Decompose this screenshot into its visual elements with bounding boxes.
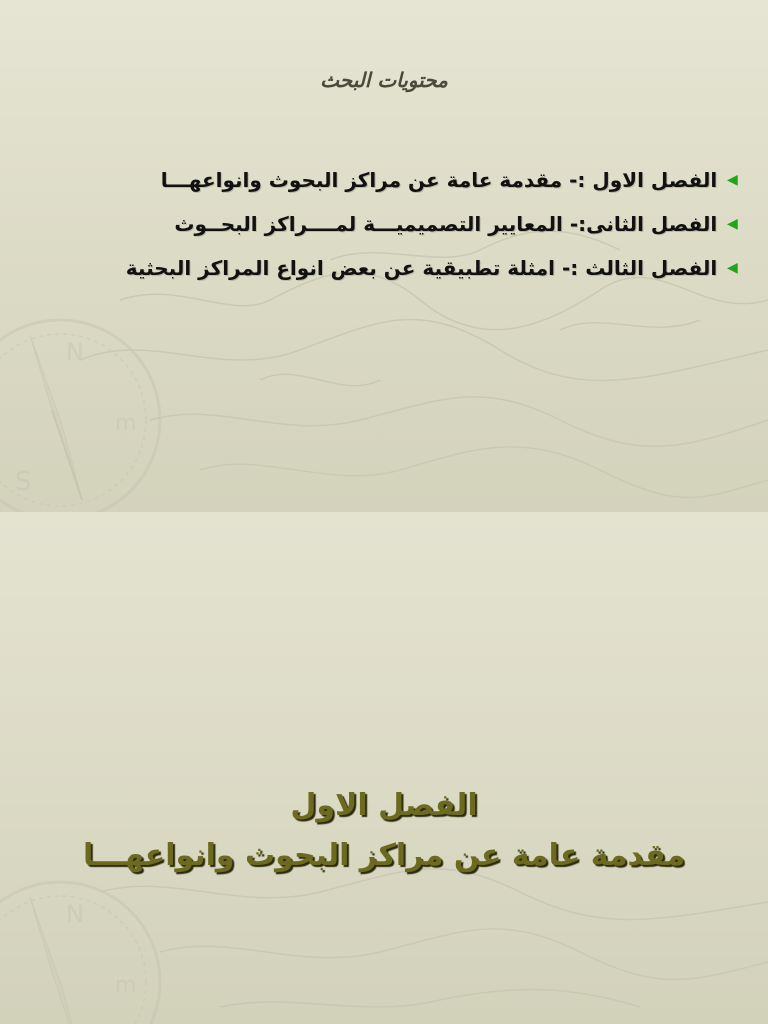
slide-title: محتويات البحث	[320, 68, 448, 92]
list-item	[98, 246, 738, 290]
chapter-3-entry: الفصل الثالث :- امثلة تطبيقية عن بعض انواع المراكز البحثية	[125, 256, 718, 280]
svg-text:N: N	[66, 338, 84, 366]
triangle-bullet-icon: ▶	[727, 172, 738, 188]
compass-icon	[0, 320, 160, 512]
map-compass-background	[0, 512, 768, 1024]
chapter-1-entry: الفصل الاول :- مقدمة عامة عن مراكز البحوث وانواعهـــا	[160, 168, 718, 192]
contents-list	[98, 158, 738, 290]
list-item	[98, 202, 738, 246]
svg-text:m: m	[115, 411, 137, 436]
triangle-bullet-icon: ▶	[727, 216, 738, 232]
triangle-bullet-icon: ▶	[727, 260, 738, 276]
list-item	[98, 158, 738, 202]
compass-icon	[0, 882, 160, 1024]
chapter-2-entry: الفصل الثانى:- المعايير التصميميـــة لمــــراكز البحــوث	[174, 212, 718, 236]
svg-text:N: N	[66, 900, 84, 928]
svg-text:S: S	[15, 467, 32, 497]
chapter-heading: الفصل الاول	[290, 788, 478, 823]
slide-chapter-one	[0, 512, 768, 1024]
svg-text:m: m	[115, 973, 137, 998]
chapter-subheading: مقدمة عامة عن مراكز البحوث وانواعهـــا	[82, 838, 686, 873]
